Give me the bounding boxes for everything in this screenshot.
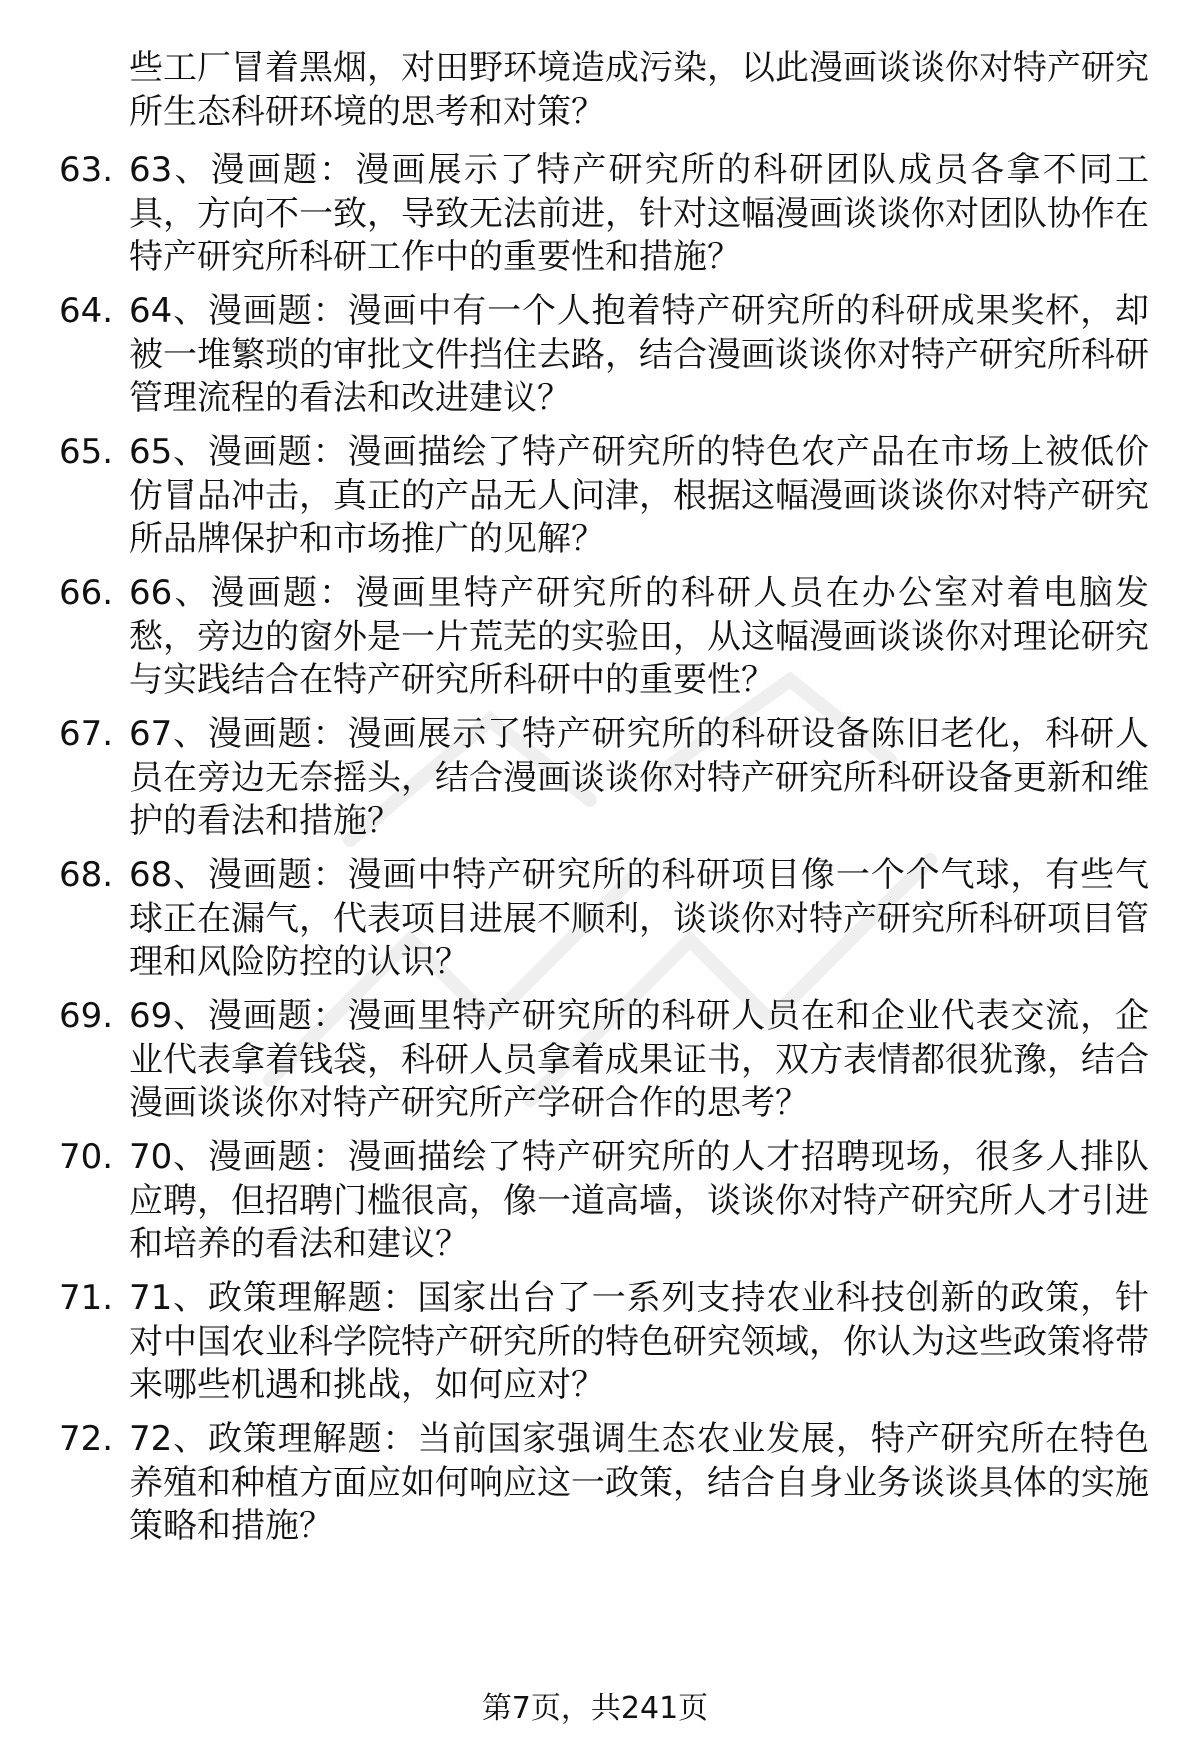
question-text: 66、漫画题：漫画里特产研究所的科研人员在办公室对着电脑发愁，旁边的窗外是一片荒芜的实验田，从这幅漫画谈谈你对理论研究与实践结合在特产研究所科研中的重要性？	[129, 573, 1149, 700]
question-text: 64、漫画题：漫画中有一个人抱着特产研究所的科研成果奖杯，却被一堆繁琐的审批文件挡住去路，结合漫画谈谈你对特产研究所科研管理流程的看法和改进建议？	[129, 291, 1149, 418]
question-text: 70、漫画题：漫画描绘了特产研究所的人才招聘现场，很多人排队应聘，但招聘门槛很高，像一道高墙，谈谈你对特产研究所人才引进和培养的看法和建议？	[129, 1137, 1149, 1264]
question-number: 68.	[59, 855, 114, 895]
question-number: 72.	[59, 1419, 114, 1459]
question-number: 63.	[59, 150, 114, 190]
question-text: 72、政策理解题：当前国家强调生态农业发展，特产研究所在特色养殖和种植方面应如何响应这一政策，结合自身业务谈谈具体的实施策略和措施？	[129, 1419, 1149, 1546]
question-text: 71、政策理解题：国家出台了一系列支持农业科技创新的政策，针对中国农业科学院特产研究所的特色研究领域，你认为这些政策将带来哪些机遇和挑战，如何应对？	[129, 1278, 1149, 1405]
question-number: 67.	[59, 714, 114, 754]
question-text: 69、漫画题：漫画里特产研究所的科研人员在和企业代表交流，企业代表拿着钱袋，科研人员拿着成果证书，双方表情都很犹豫，结合漫画谈谈你对特产研究所产学研合作的思考？	[129, 996, 1149, 1123]
question-number: 64.	[59, 291, 114, 331]
question-number: 66.	[59, 573, 114, 613]
question-number: 65.	[59, 432, 114, 472]
question-number: 69.	[59, 996, 114, 1036]
question-text: 68、漫画题：漫画中特产研究所的科研项目像一个个气球，有些气球正在漏气，代表项目进展不顺利，谈谈你对特产研究所科研项目管理和风险防控的认识？	[129, 855, 1149, 982]
page-footer: 第7页，共241页	[481, 1691, 709, 1726]
question-number: 70.	[59, 1137, 114, 1177]
question-text: 65、漫画题：漫画描绘了特产研究所的特色农产品在市场上被低价仿冒品冲击，真正的产品无人问津，根据这幅漫画谈谈你对特产研究所品牌保护和市场推广的见解？	[129, 432, 1149, 559]
continuation-text: 些工厂冒着黑烟，对田野环境造成污染，以此漫画谈谈你对特产研究所生态科研环境的思考和对策？	[129, 48, 1149, 132]
question-text: 63、漫画题：漫画展示了特产研究所的科研团队成员各拿不同工具，方向不一致，导致无法前进，针对这幅漫画谈谈你对团队协作在特产研究所科研工作中的重要性和措施？	[129, 150, 1149, 277]
question-text: 67、漫画题：漫画展示了特产研究所的科研设备陈旧老化，科研人员在旁边无奈摇头，结合漫画谈谈你对特产研究所科研设备更新和维护的看法和措施？	[129, 714, 1149, 841]
question-number: 71.	[59, 1278, 114, 1318]
